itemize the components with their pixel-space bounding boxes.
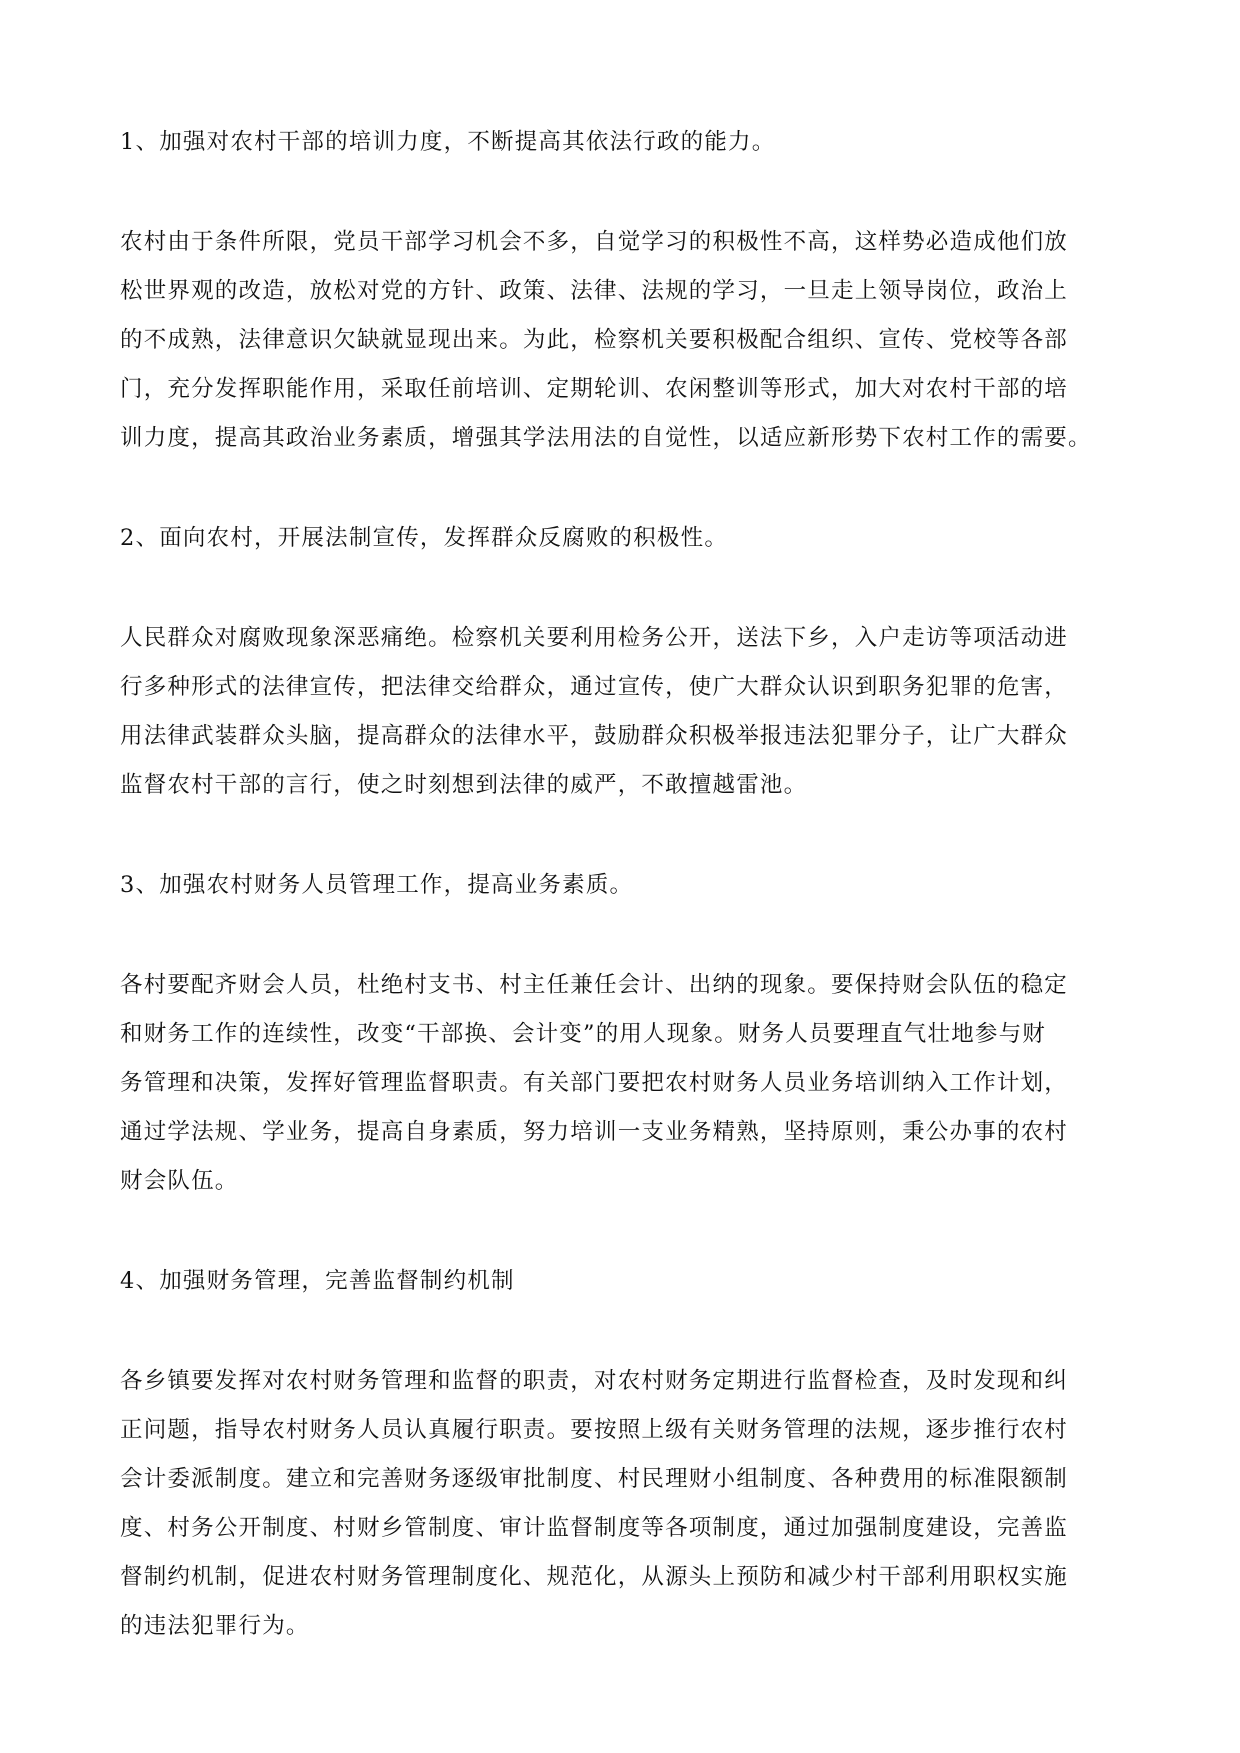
paragraph-line: 的不成熟，法律意识欠缺就显现出来。为此，检察机关要积极配合组织、宣传、党校等各部: [120, 327, 1069, 353]
section-4-paragraph: [120, 1357, 1120, 1651]
section-3-paragraph: [120, 961, 1120, 1206]
section-3-heading: 3、加强农村财务人员管理工作，提高业务素质。: [120, 872, 634, 898]
document-body: [120, 118, 1120, 1702]
paragraph-line: 农村由于条件所限，党员干部学习机会不多，自觉学习的积极性不高，这样势必造成他们放: [120, 229, 1069, 255]
paragraph-line: 通过学法规、学业务，提高自身素质，努力培训一支业务精熟，坚持原则，秉公办事的农村: [120, 1119, 1069, 1145]
paragraph-line: 松世界观的改造，放松对党的方针、政策、法律、法规的学习，一旦走上领导岗位，政治上: [120, 278, 1069, 304]
section-2-heading: 2、面向农村，开展法制宣传，发挥群众反腐败的积极性。: [120, 525, 729, 551]
paragraph-line: 训力度，提高其政治业务素质，增强其学法用法的自觉性，以适应新形势下农村工作的需要。: [120, 425, 1092, 451]
paragraph-line: 会计委派制度。建立和完善财务逐级审批制度、村民理财小组制度、各种费用的标准限额制: [120, 1466, 1069, 1492]
section-1-heading: 1、加强对农村干部的培训力度，不断提高其依法行政的能力。: [120, 129, 776, 155]
paragraph-line: 各村要配齐财会人员，杜绝村支书、村主任兼任会计、出纳的现象。要保持财会队伍的稳定: [120, 972, 1069, 998]
paragraph-line: 督制约机制，促进农村财务管理制度化、规范化，从源头上预防和减少村干部利用职权实施: [120, 1564, 1069, 1590]
paragraph-line: 用法律武装群众头脑，提高群众的法律水平，鼓励群众积极举报违法犯罪分子，让广大群众: [120, 723, 1069, 749]
section-1-paragraph: [120, 218, 1120, 463]
section-4-heading: 4、加强财务管理，完善监督制约机制: [120, 1268, 515, 1294]
paragraph-line: 务管理和决策，发挥好管理监督职责。有关部门要把农村财务人员业务培训纳入工作计划，: [120, 1070, 1069, 1096]
paragraph-line: 和财务工作的连续性，改变“干部换、会计变”的用人现象。财务人员要理直气壮地参与财: [120, 1021, 1047, 1047]
paragraph-line: 人民群众对腐败现象深恶痛绝。检察机关要利用检务公开，送法下乡，入户走访等项活动进: [120, 625, 1069, 651]
paragraph-line: 正问题，指导农村财务人员认真履行职责。要按照上级有关财务管理的法规，逐步推行农村: [120, 1417, 1069, 1443]
paragraph-line: 财会队伍。: [120, 1168, 239, 1194]
paragraph-line: 门，充分发挥职能作用，采取任前培训、定期轮训、农闲整训等形式，加大对农村干部的培: [120, 376, 1069, 402]
paragraph-line: 行多种形式的法律宣传，把法律交给群众，通过宣传，使广大群众认识到职务犯罪的危害，: [120, 674, 1069, 700]
paragraph-line: 度、村务公开制度、村财乡管制度、审计监督制度等各项制度，通过加强制度建设，完善监: [120, 1515, 1069, 1541]
paragraph-line: 各乡镇要发挥对农村财务管理和监督的职责，对农村财务定期进行监督检查，及时发现和纠: [120, 1368, 1069, 1394]
section-2-paragraph: [120, 614, 1120, 810]
paragraph-line: 监督农村干部的言行，使之时刻想到法律的威严，不敢擅越雷池。: [120, 772, 808, 798]
paragraph-line: 的违法犯罪行为。: [120, 1613, 310, 1639]
